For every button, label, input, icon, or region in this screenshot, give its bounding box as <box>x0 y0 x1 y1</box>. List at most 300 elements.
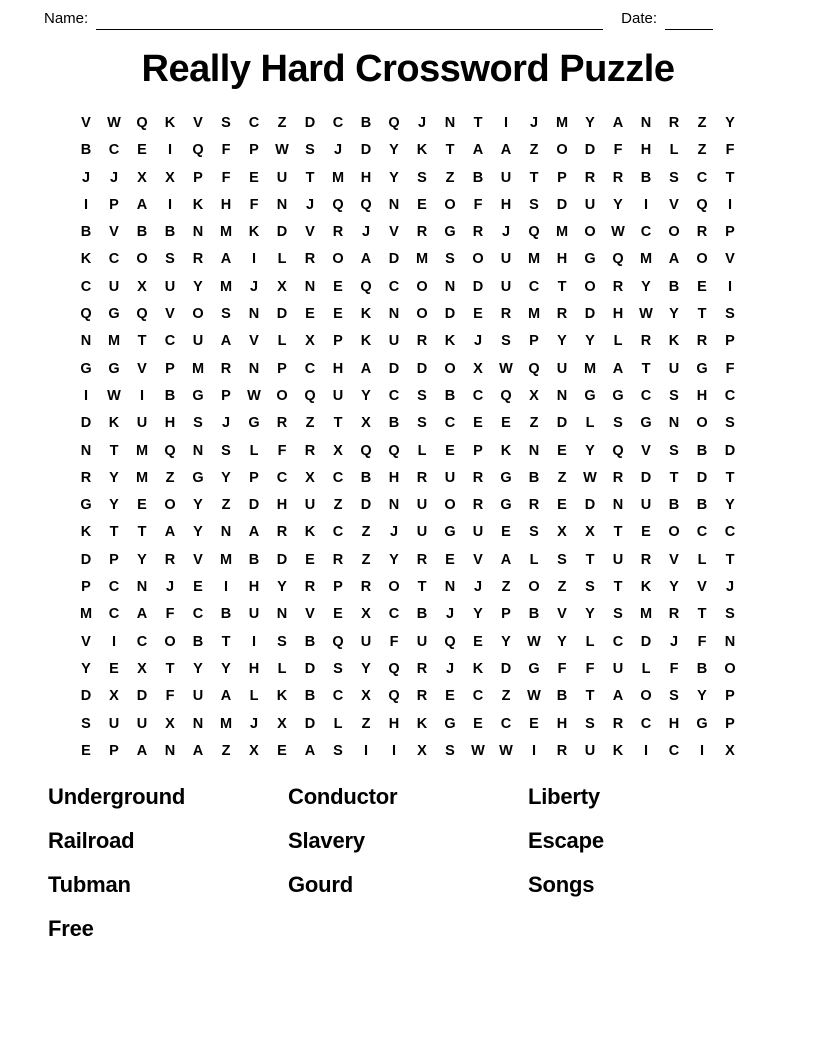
grid-letter: C <box>108 606 120 623</box>
grid-letter: X <box>725 742 735 759</box>
grid-letter: F <box>221 169 231 186</box>
grid-letter: R <box>80 469 92 486</box>
grid-letter: J <box>361 224 371 241</box>
grid-letter: B <box>696 497 708 514</box>
grid-letter: Y <box>137 551 147 568</box>
grid-letter: V <box>641 442 651 459</box>
grid-letter: P <box>277 360 287 377</box>
grid-letter: A <box>472 142 484 159</box>
grid-letter: O <box>388 579 400 596</box>
grid-letter: V <box>697 579 707 596</box>
grid-letter: D <box>304 660 316 677</box>
grid-letter: D <box>276 224 288 241</box>
grid-letter: B <box>528 469 540 486</box>
grid-letter: R <box>416 660 428 677</box>
grid-letter: X <box>473 360 483 377</box>
grid-letter: S <box>221 115 231 131</box>
grid-letter: T <box>165 660 175 677</box>
grid-letter: X <box>305 469 315 486</box>
grid-letter: Q <box>136 115 148 131</box>
grid-letter: S <box>613 415 623 432</box>
grid-letter: K <box>80 251 92 268</box>
grid-letter: X <box>165 715 175 732</box>
grid-letter: K <box>668 333 680 350</box>
grid-letter: C <box>696 169 708 186</box>
grid-letter: R <box>528 497 540 514</box>
grid-letter: X <box>361 606 371 623</box>
grid-letter: L <box>697 551 707 568</box>
grid-letter: S <box>193 415 203 432</box>
grid-letter: U <box>248 606 260 623</box>
grid-letter: J <box>165 579 175 596</box>
grid-letter: E <box>473 715 483 732</box>
grid-letter: U <box>584 742 596 759</box>
grid-letter: F <box>165 606 175 623</box>
grid-letter: A <box>136 196 148 213</box>
grid-letter: N <box>220 524 232 541</box>
grid-letter: P <box>725 333 735 350</box>
grid-letter: Q <box>360 278 372 295</box>
grid-letter: K <box>444 333 456 350</box>
grid-letter: E <box>137 497 147 514</box>
grid-letter: I <box>727 278 733 295</box>
grid-letter: C <box>164 333 176 350</box>
grid-letter: I <box>391 742 397 759</box>
grid-letter: G <box>696 360 708 377</box>
grid-letter: V <box>193 551 203 568</box>
grid-letter: P <box>557 169 567 186</box>
grid-letter: Y <box>585 333 595 350</box>
grid-letter: J <box>221 415 231 432</box>
grid-letter: T <box>697 306 707 323</box>
grid-letter: Y <box>193 278 203 295</box>
grid-letter: Y <box>585 442 595 459</box>
grid-letter: E <box>81 742 91 759</box>
grid-letter: E <box>501 524 511 541</box>
grid-letter: C <box>696 524 708 541</box>
grid-letter: H <box>164 415 176 432</box>
grid-letter: X <box>277 278 287 295</box>
grid-letter: R <box>304 579 316 596</box>
grid-letter: D <box>696 469 708 486</box>
grid-letter: Q <box>388 442 400 459</box>
grid-letter: O <box>668 524 680 541</box>
grid-letter: E <box>193 579 203 596</box>
grid-letter: S <box>613 606 623 623</box>
grid-letter: L <box>249 442 259 459</box>
grid-letter: K <box>416 142 428 159</box>
grid-letter: Z <box>697 115 707 131</box>
grid-letter: R <box>696 224 708 241</box>
grid-letter: R <box>612 169 624 186</box>
grid-letter: E <box>305 306 315 323</box>
grid-letter: C <box>668 742 680 759</box>
grid-letter: J <box>529 115 539 131</box>
grid-letter: V <box>669 551 679 568</box>
grid-letter: F <box>725 142 735 159</box>
grid-letter: R <box>220 360 232 377</box>
grid-letter: B <box>164 387 176 404</box>
grid-letter: A <box>164 524 176 541</box>
grid-letter: T <box>725 551 735 568</box>
grid-letter: T <box>613 524 623 541</box>
grid-letter: T <box>725 469 735 486</box>
grid-letter: D <box>444 306 456 323</box>
grid-letter: H <box>500 196 512 213</box>
grid-letter: D <box>276 306 288 323</box>
grid-letter: N <box>192 224 204 241</box>
grid-letter: X <box>137 169 147 186</box>
grid-letter: N <box>528 442 540 459</box>
grid-letter: A <box>304 742 316 759</box>
grid-letter: D <box>388 251 400 268</box>
grid-letter: M <box>639 606 653 623</box>
grid-letter: D <box>304 115 316 131</box>
grid-letter: R <box>416 224 428 241</box>
grid-letter: O <box>696 251 708 268</box>
grid-letter: R <box>276 415 288 432</box>
grid-letter: T <box>585 688 595 705</box>
grid-letter: R <box>612 278 624 295</box>
grid-letter: K <box>304 524 316 541</box>
grid-letter: D <box>472 278 484 295</box>
grid-letter: P <box>81 579 91 596</box>
grid-letter: F <box>473 196 483 213</box>
grid-letter: P <box>193 169 203 186</box>
grid-letter: Z <box>697 142 707 159</box>
word-item: Gourd <box>288 872 353 898</box>
grid-letter: Q <box>528 224 540 241</box>
grid-letter: B <box>248 551 260 568</box>
grid-letter: H <box>388 715 400 732</box>
grid-letter: Z <box>305 415 315 432</box>
grid-letter: G <box>248 415 260 432</box>
grid-letter: X <box>361 415 371 432</box>
grid-letter: B <box>304 688 316 705</box>
grid-letter: T <box>137 524 147 541</box>
grid-letter: Y <box>473 606 483 623</box>
grid-letter: B <box>360 115 372 131</box>
grid-letter: B <box>304 633 316 650</box>
grid-letter: U <box>500 251 512 268</box>
grid-letter: Q <box>360 196 372 213</box>
grid-letter: Q <box>164 442 176 459</box>
grid-letter: N <box>276 606 288 623</box>
grid-letter: Z <box>361 715 371 732</box>
grid-letter: O <box>444 360 456 377</box>
word-item: Slavery <box>288 828 365 854</box>
grid-letter: H <box>612 306 624 323</box>
grid-letter: V <box>725 251 735 268</box>
grid-letter: A <box>360 360 372 377</box>
grid-letter: F <box>165 688 175 705</box>
grid-letter: C <box>332 469 344 486</box>
grid-letter: P <box>529 333 539 350</box>
grid-letter: H <box>640 142 652 159</box>
grid-letter: Z <box>333 497 343 514</box>
grid-letter: H <box>668 715 680 732</box>
grid-letter: K <box>416 715 428 732</box>
grid-letter: A <box>612 688 624 705</box>
grid-letter: H <box>696 387 708 404</box>
grid-letter: L <box>585 415 595 432</box>
grid-letter: P <box>333 579 343 596</box>
grid-letter: C <box>612 633 624 650</box>
grid-letter: H <box>388 469 400 486</box>
grid-letter: I <box>643 742 649 759</box>
grid-letter: V <box>473 551 483 568</box>
grid-letter: Z <box>165 469 175 486</box>
grid-letter: M <box>107 333 121 350</box>
word-list-column <box>288 775 528 951</box>
grid-letter: S <box>501 333 511 350</box>
grid-letter: U <box>640 497 652 514</box>
grid-letter: J <box>249 278 259 295</box>
page-title: Really Hard Crossword Puzzle <box>141 48 675 90</box>
grid-letter: X <box>417 742 427 759</box>
grid-letter: R <box>192 251 204 268</box>
grid-letter: Q <box>388 115 400 131</box>
grid-letter: R <box>612 715 624 732</box>
grid-letter: U <box>472 524 484 541</box>
grid-letter: W <box>471 742 485 759</box>
grid-letter: F <box>669 660 679 677</box>
date-fill-line <box>665 11 713 30</box>
grid-letter: A <box>668 251 680 268</box>
grid-letter: S <box>445 742 455 759</box>
grid-letter: D <box>556 415 568 432</box>
grid-letter: O <box>724 660 736 677</box>
grid-letter: Y <box>557 333 567 350</box>
grid-letter: E <box>333 306 343 323</box>
grid-letter: O <box>164 497 176 514</box>
grid-letter: C <box>80 278 92 295</box>
grid-letter: X <box>249 742 259 759</box>
grid-letter: S <box>333 660 343 677</box>
grid-letter: W <box>107 387 121 404</box>
grid-letter: M <box>219 278 233 295</box>
grid-letter: Y <box>109 469 119 486</box>
grid-letter: X <box>109 688 119 705</box>
grid-letter: S <box>417 387 427 404</box>
grid-letter: X <box>137 660 147 677</box>
grid-letter: R <box>360 579 372 596</box>
grid-letter: D <box>136 688 148 705</box>
grid-letter: M <box>639 251 653 268</box>
grid-letter: W <box>107 115 121 131</box>
grid-letter: Q <box>192 142 204 159</box>
grid-letter: V <box>557 606 567 623</box>
grid-letter: J <box>109 169 119 186</box>
grid-letter: R <box>416 469 428 486</box>
word-item: Tubman <box>48 872 131 898</box>
grid-letter: A <box>612 115 624 131</box>
grid-letter: O <box>136 251 148 268</box>
grid-letter: H <box>248 579 260 596</box>
grid-letter: B <box>80 224 92 241</box>
grid-letter: L <box>277 660 287 677</box>
grid-letter: N <box>80 333 92 350</box>
grid-letter: C <box>192 606 204 623</box>
grid-letter: I <box>699 742 705 759</box>
grid-letter: T <box>445 142 455 159</box>
grid-letter: S <box>445 251 455 268</box>
grid-letter: T <box>417 579 427 596</box>
grid-letter: W <box>611 224 625 241</box>
grid-letter: E <box>473 415 483 432</box>
grid-letter: N <box>444 278 456 295</box>
grid-letter: S <box>585 715 595 732</box>
grid-letter: C <box>472 387 484 404</box>
grid-letter: S <box>165 251 175 268</box>
grid-letter: Y <box>193 497 203 514</box>
grid-letter: U <box>360 633 372 650</box>
grid-letter: E <box>109 660 119 677</box>
grid-letter: P <box>109 742 119 759</box>
grid-letter: Y <box>221 469 231 486</box>
grid-letter: S <box>725 606 735 623</box>
grid-letter: P <box>109 196 119 213</box>
grid-letter: G <box>444 224 456 241</box>
word-list-column <box>528 775 768 951</box>
grid-letter: T <box>641 360 651 377</box>
grid-letter: C <box>108 579 120 596</box>
grid-letter: R <box>640 551 652 568</box>
grid-letter: O <box>416 306 428 323</box>
grid-letter: I <box>251 633 257 650</box>
grid-letter: K <box>640 579 652 596</box>
grid-letter: J <box>473 579 483 596</box>
grid-letter: O <box>472 251 484 268</box>
grid-letter: B <box>556 688 568 705</box>
grid-letter: G <box>444 524 456 541</box>
grid-letter: A <box>136 742 148 759</box>
grid-letter: N <box>192 715 204 732</box>
grid-letter: N <box>556 387 568 404</box>
grid-letter: W <box>499 360 513 377</box>
grid-letter: H <box>556 715 568 732</box>
grid-letter: Z <box>277 115 287 131</box>
grid-letter: O <box>584 278 596 295</box>
grid-letter: S <box>669 387 679 404</box>
grid-letter: P <box>109 551 119 568</box>
grid-letter: H <box>332 360 344 377</box>
grid-letter: W <box>499 742 513 759</box>
grid-letter: G <box>80 360 92 377</box>
grid-letter: E <box>473 306 483 323</box>
grid-letter: C <box>332 524 344 541</box>
grid-letter: L <box>613 333 623 350</box>
grid-letter: E <box>697 278 707 295</box>
grid-letter: C <box>388 278 400 295</box>
grid-letter: Y <box>81 660 91 677</box>
grid-letter: F <box>557 660 567 677</box>
grid-letter: F <box>249 196 259 213</box>
grid-letter: B <box>388 415 400 432</box>
grid-letter: O <box>668 224 680 241</box>
grid-letter: Q <box>80 306 92 323</box>
grid-letter: O <box>444 196 456 213</box>
grid-letter: S <box>669 688 679 705</box>
grid-letter: Q <box>612 442 624 459</box>
grid-letter: L <box>641 660 651 677</box>
grid-letter: I <box>503 115 509 131</box>
grid-letter: O <box>332 251 344 268</box>
grid-letter: D <box>80 688 92 705</box>
grid-letter: D <box>360 497 372 514</box>
grid-letter: N <box>444 115 456 131</box>
grid-letter: G <box>500 469 512 486</box>
grid-letter: D <box>276 551 288 568</box>
grid-letter: X <box>585 524 595 541</box>
grid-letter: N <box>388 306 400 323</box>
grid-letter: T <box>669 469 679 486</box>
grid-letter: S <box>221 442 231 459</box>
grid-letter: Y <box>193 660 203 677</box>
grid-letter: Q <box>444 633 456 650</box>
grid-letter: V <box>81 633 91 650</box>
grid-letter: D <box>360 142 372 159</box>
grid-letter: R <box>556 306 568 323</box>
grid-letter: N <box>192 442 204 459</box>
grid-letter: M <box>191 360 205 377</box>
grid-letter: F <box>221 142 231 159</box>
grid-letter: O <box>640 688 652 705</box>
grid-letter: E <box>445 688 455 705</box>
grid-letter: M <box>219 224 233 241</box>
grid-letter: V <box>165 306 175 323</box>
grid-letter: W <box>639 306 653 323</box>
grid-letter: Y <box>389 142 399 159</box>
grid-letter: N <box>304 278 316 295</box>
grid-letter: I <box>363 742 369 759</box>
word-item: Railroad <box>48 828 135 854</box>
grid-letter: M <box>331 169 345 186</box>
grid-letter: Q <box>696 196 708 213</box>
grid-letter: C <box>444 415 456 432</box>
grid-letter: S <box>669 442 679 459</box>
grid-letter: Q <box>332 196 344 213</box>
grid-letter: D <box>416 360 428 377</box>
grid-letter: K <box>360 333 372 350</box>
grid-letter: S <box>417 415 427 432</box>
grid-letter: N <box>612 497 624 514</box>
grid-letter: Y <box>389 169 399 186</box>
grid-letter: S <box>725 306 735 323</box>
grid-letter: M <box>135 442 149 459</box>
grid-letter: O <box>696 415 708 432</box>
grid-letter: C <box>640 715 652 732</box>
grid-letter: J <box>81 169 91 186</box>
grid-letter: A <box>248 524 260 541</box>
grid-letter: C <box>332 688 344 705</box>
grid-letter: R <box>472 469 484 486</box>
grid-letter: R <box>696 333 708 350</box>
grid-letter: B <box>668 497 680 514</box>
grid-letter: Z <box>529 142 539 159</box>
grid-letter: V <box>305 606 315 623</box>
word-list-column <box>48 775 288 951</box>
grid-letter: M <box>555 224 569 241</box>
grid-letter: J <box>305 196 315 213</box>
grid-letter: Z <box>361 551 371 568</box>
grid-letter: J <box>725 579 735 596</box>
grid-letter: C <box>332 115 344 131</box>
word-item: Underground <box>48 784 186 810</box>
grid-letter: G <box>612 387 624 404</box>
grid-letter: X <box>333 442 343 459</box>
grid-letter: C <box>108 251 120 268</box>
